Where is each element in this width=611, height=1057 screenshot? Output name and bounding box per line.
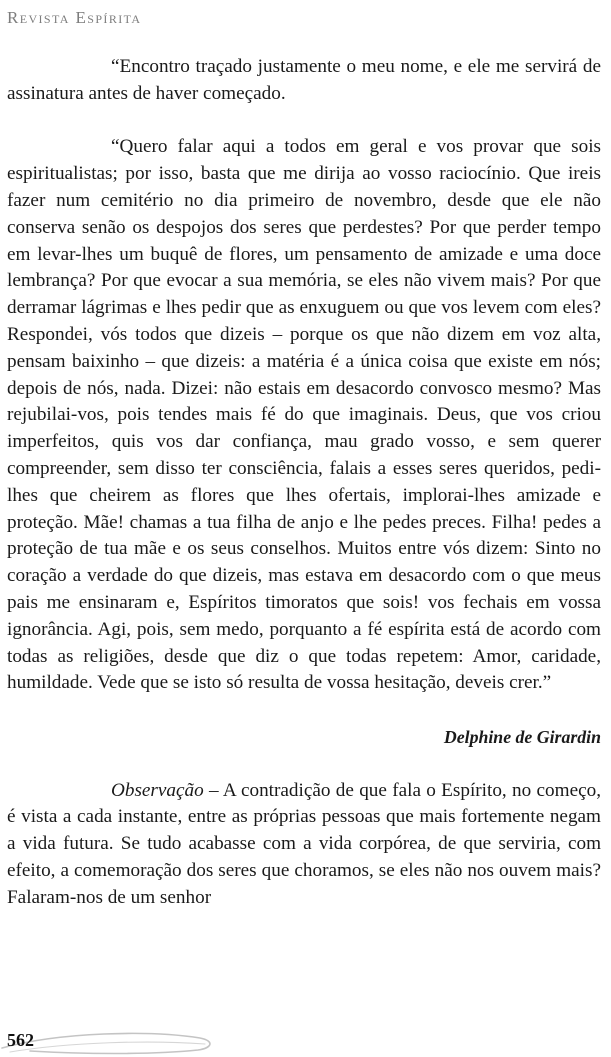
running-title: Revista Espírita (7, 8, 142, 27)
observation-label: Observação (111, 779, 204, 801)
decorative-swoosh-icon (0, 1028, 230, 1057)
paragraph-intro: “Encontro traçado justamente o meu nome, e ele me servirá de assinatura antes de haver começado. (7, 56, 601, 104)
page-body (7, 54, 601, 912)
paragraph-message: “Quero falar aqui a todos em geral e vos provar que sois espiritualistas; por isso, basta que me dirija ao vosso raciocínio. Que ireis fazer num cemitério no dia primeiro de novembro, desde que ele não conserva senão os despojos dos seres que perdestes? Por que perder tempo em levar-lhes um buquê de flores, um pensamento de amizade e uma doce lembrança? Por que evocar a sua memória, se eles não vivem mais? Por que derramar lágrimas e lhes pedir que as enxuguem ou que vos levem com eles? Respondei, vós todos que dizeis – porque os que não dizem em voz alta, pensam baixinho – que dizeis: a matéria é a única coisa que existe em nós; depois de nós, nada. Dizei: não estais em desacordo convosco mesmo? Mas rejubilai-vos, pois tendes mais fé do que imaginais. Deus, que vos criou imperfeitos, quis vos dar confiança, mau grado vosso, e sem querer compreender, sem disso ter consciência, falais a esses seres queridos, pedi-lhes que cheirem as flores que lhes ofertais, implorai-lhes amizade e proteção. Mãe! chamas a tua filha de anjo e lhe pedes preces. Filha! pedes a proteção de tua mãe e os seus conselhos. Muitos entre vós dizem: Sinto no coração a verdade do que dizeis, mas estava em desacordo com o que meus pais me ensinaram e, Espíritos timoratos que sois! vos fechais em vossa ignorância. Agi, pois, sem medo, porquanto a fé espírita está de acordo com todas as religiões, desde que diz o que todas repetem: Amor, caridade, humildade. Vede que se isto só resulta de vossa hesitação, deveis crer.” (7, 136, 601, 694)
paragraph-observation (7, 778, 601, 912)
page-number: 562 (7, 1030, 34, 1050)
observation-text: – A contradição de que fala o Espírito, no começo, é vista a cada instante, entre as próprias pessoas que mais fortemente negam a vida futura. Se tudo acabasse com a vida corpórea, de que serviria, com efeito, a comemoração dos seres que choramos, se eles não nos ouvem mais? Falaram-nos de um senhor (7, 779, 601, 908)
signature: Delphine de Girardin (443, 726, 601, 747)
